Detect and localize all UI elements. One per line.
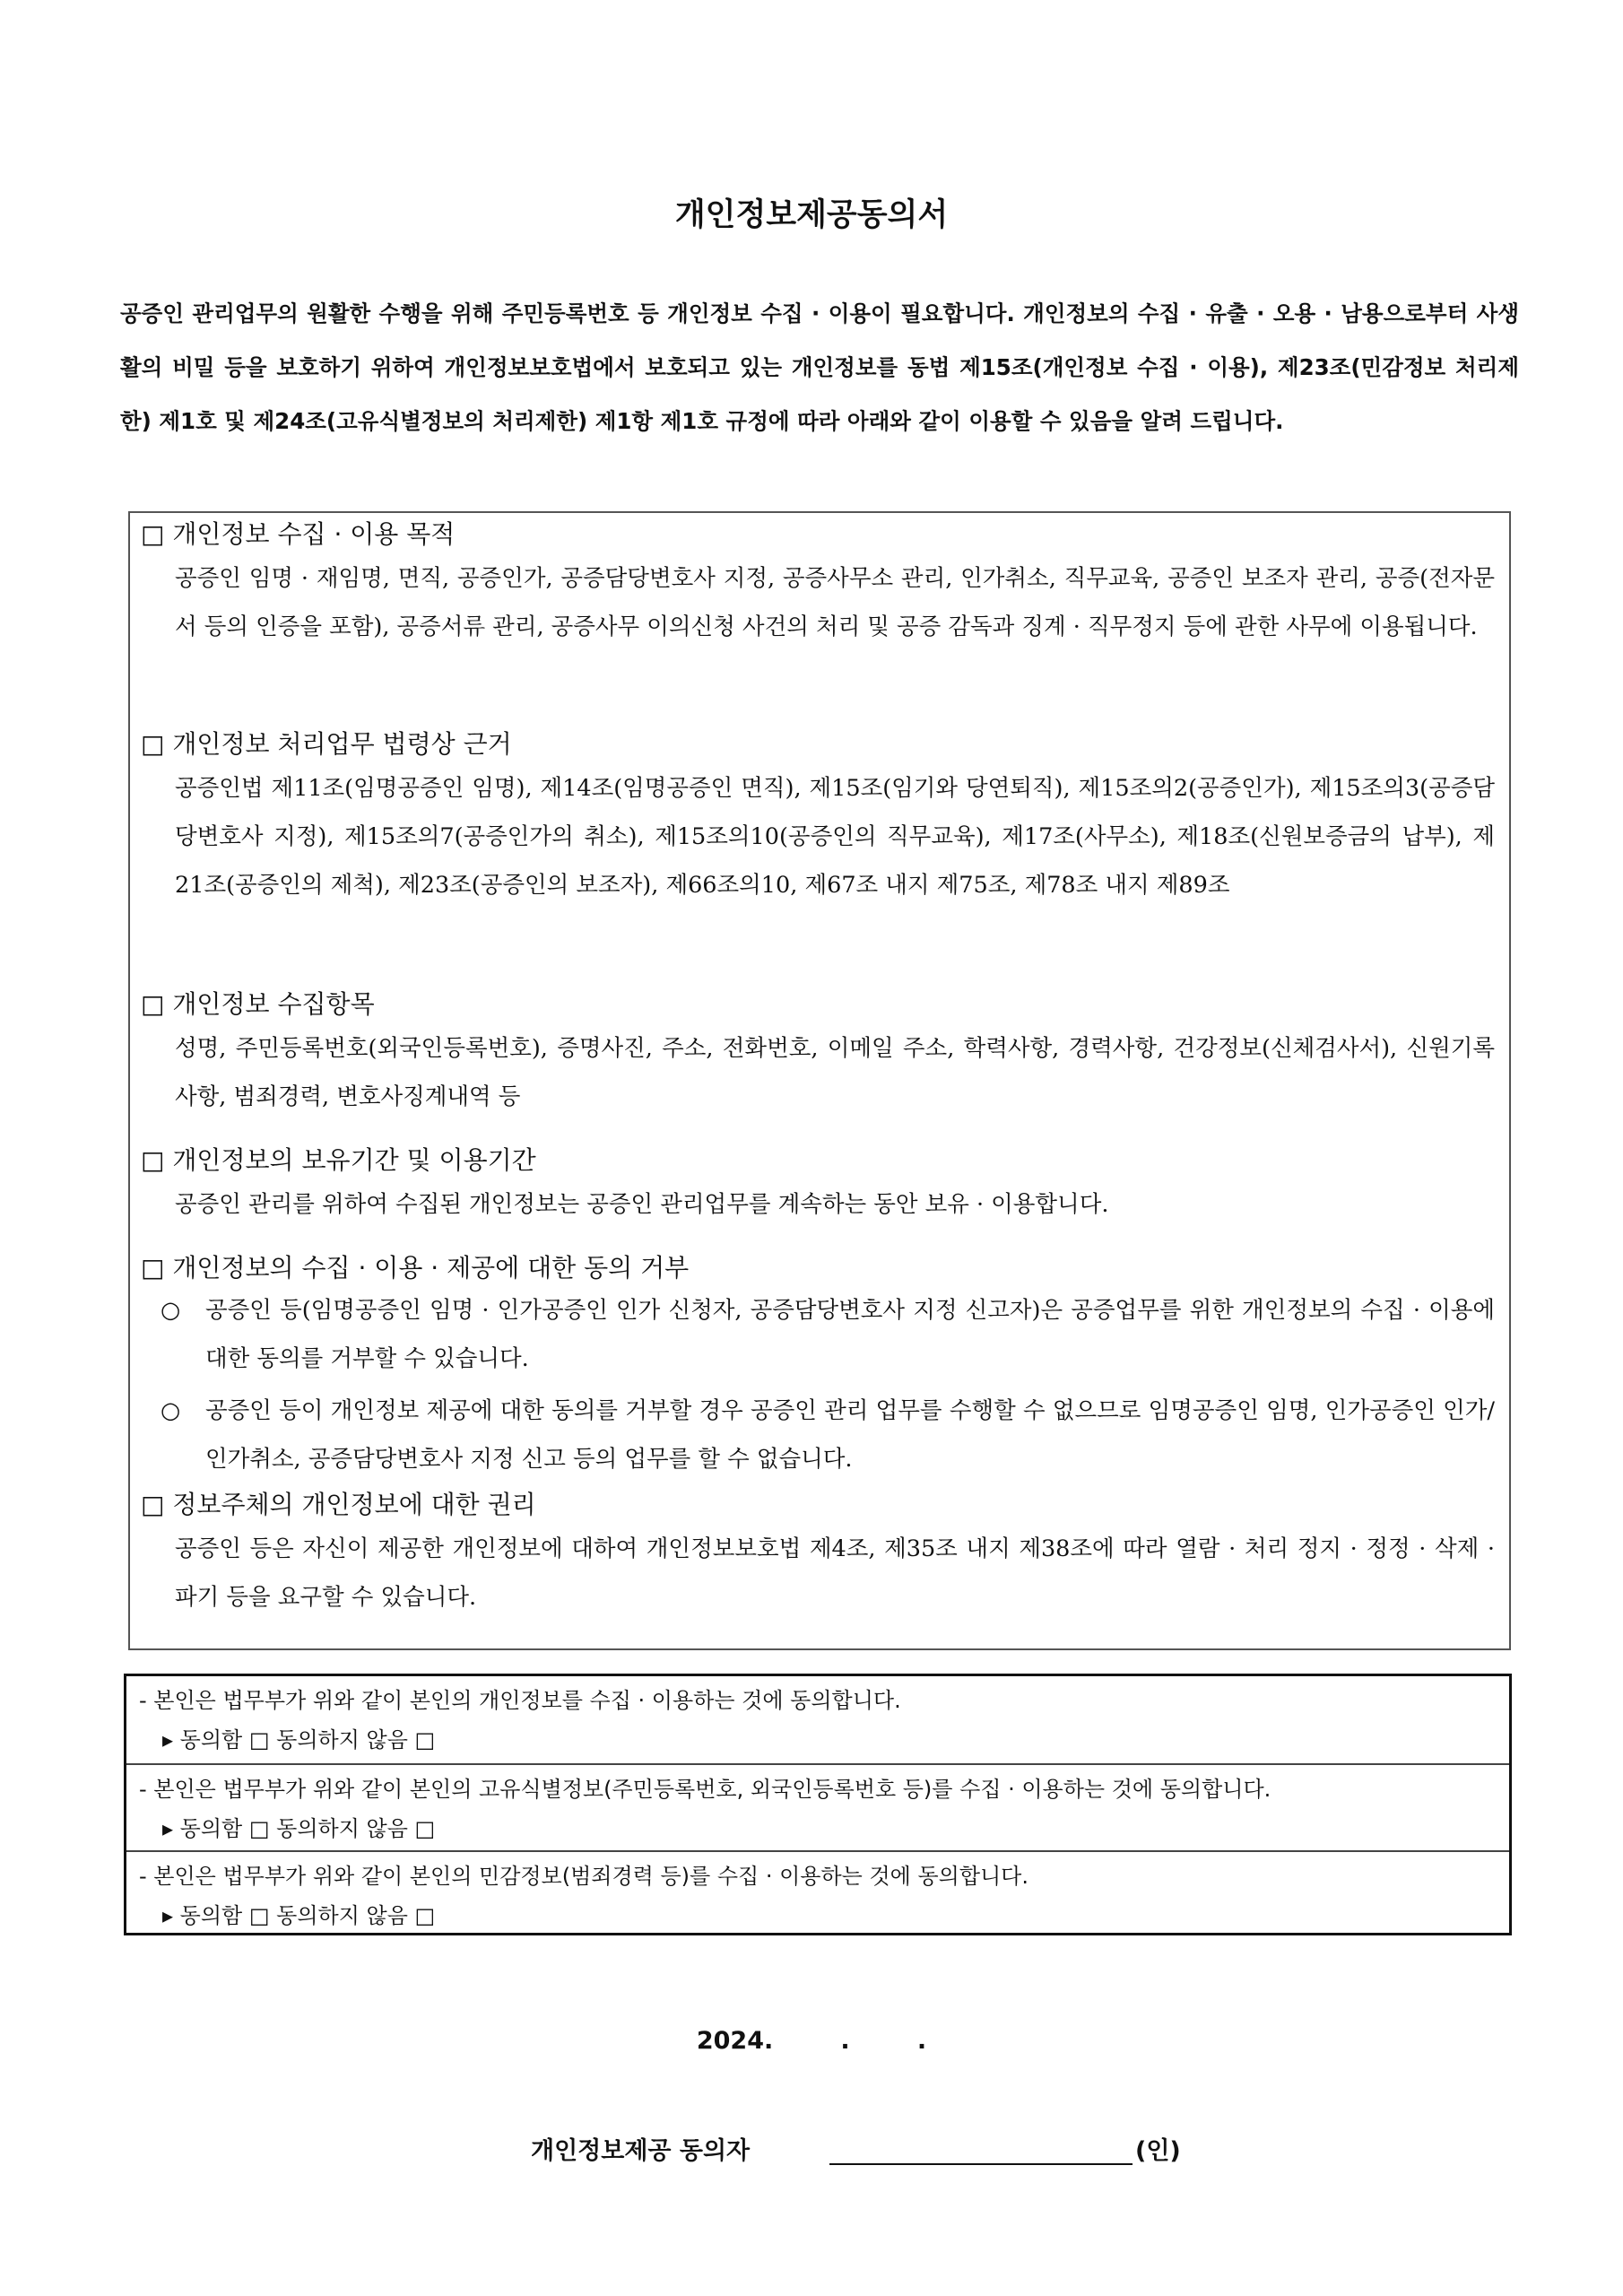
section-body: 공증인 임명 · 재임명, 면직, 공증인가, 공증담당변호사 지정, 공증사무소 관리, 인가취소, 직무교육, 공증인 보조자 관리, 공증(전자문서 등의 인증을 포함), 공증서류 관리, 공증사무 이의신청 사건의 처리 및 공증 감독과 징계 · 직무정지 등에 관한 사무에 이용됩니다. (175, 565, 1495, 640)
consent-options[interactable]: ▸ 동의함 □ 동의하지 않음 □ (162, 1903, 436, 1928)
info-box (128, 511, 1511, 1650)
section-refusal (141, 1250, 1495, 1483)
section-retention (141, 1143, 1495, 1229)
section-heading: □ 개인정보 처리업무 법령상 근거 (141, 729, 512, 759)
section-body: 공증인법 제11조(임명공증인 임명), 제14조(임명공증인 면직), 제15조(임기와 당연퇴직), 제15조의2(공증인가), 제15조의3(공증담당변호사 지정), 제15조의7(공증인가의 취소), 제15조의10(공증인의 직무교육), 제17조(사무소), 제18조(신원보증금의 납부), 제21조(공증인의 제척), 제23조(공증인의 보조자), 제66조의10, 제67조 내지 제75조, 제78조 내지 제89조 (175, 775, 1495, 899)
section-body: 성명, 주민등록번호(외국인등록번호), 증명사진, 주소, 전화번호, 이메일 주소, 학력사항, 경력사항, 건강정보(신체검사서), 신원기록사항, 범죄경력, 변호사징계내역 등 (175, 1035, 1495, 1110)
section-rights (141, 1487, 1495, 1622)
section-heading: □ 개인정보의 보유기간 및 이용기간 (141, 1145, 536, 1175)
consent-row-personal-info (126, 1676, 1509, 1763)
section-heading: □ 개인정보의 수집 · 이용 · 제공에 대한 동의 거부 (141, 1253, 690, 1283)
section-legal-basis (141, 726, 1495, 909)
date-field[interactable]: 2024. . . (696, 2027, 927, 2055)
seal-label: (인) (1135, 2137, 1181, 2165)
consent-text: - 본인은 법무부가 위와 같이 본인의 개인정보를 수집 · 이용하는 것에 동의합니다. (139, 1688, 901, 1713)
consenter-label: 개인정보제공 동의자 (531, 2137, 751, 2165)
bullet-text: 공증인 등(임명공증인 임명 · 인가공증인 인가 신청자, 공증담당변호사 지정 신고자)은 공증업무를 위한 개인정보의 수집 · 이용에 대한 동의를 거부할 수 있습니다. (205, 1297, 1495, 1372)
circle-bullet-icon: ○ (161, 1297, 181, 1324)
section-heading: □ 개인정보 수집 · 이용 목적 (141, 519, 456, 549)
section-purpose (141, 517, 1495, 651)
consent-options[interactable]: ▸ 동의함 □ 동의하지 않음 □ (162, 1727, 436, 1752)
bullet-text: 공증인 등이 개인정보 제공에 대한 동의를 거부할 경우 공증인 관리 업무를 수행할 수 없으므로 임명공증인 임명, 인가공증인 인가/인가취소, 공증담당변호사 지정 신고 등의 업무를 할 수 없습니다. (205, 1397, 1495, 1473)
intro-paragraph: 공증인 관리업무의 원활한 수행을 위해 주민등록번호 등 개인정보 수집 · 이용이 필요합니다. 개인정보의 수집 · 유출 · 오용 · 남용으로부터 사생활의 비밀 등을 보호하기 위하여 개인정보보호법에서 보호되고 있는 개인정보를 동법 제15조(개인정보 수집 · 이용), 제23조(민감정보 처리제한) 제1호 및 제24조(고유식별정보의 처리제한) 제1항 제1호 규정에 따라 아래와 같이 이용할 수 있음을 알려 드립니다. (120, 300, 1519, 434)
section-body: 공증인 관리를 위하여 수집된 개인정보는 공증인 관리업무를 계속하는 동안 보유 · 이용합니다. (175, 1191, 1109, 1218)
consent-row-sensitive-info (126, 1850, 1509, 1937)
signature-line[interactable] (829, 2163, 1133, 2165)
section-heading: □ 정보주체의 개인정보에 대한 권리 (141, 1490, 536, 1519)
consent-box (124, 1674, 1512, 1935)
circle-bullet-icon: ○ (161, 1397, 181, 1424)
refusal-bullet (161, 1387, 1495, 1483)
document-title: 개인정보제공동의서 (674, 197, 949, 233)
consent-options[interactable]: ▸ 동의함 □ 동의하지 않음 □ (162, 1816, 436, 1841)
section-heading: □ 개인정보 수집항목 (141, 989, 375, 1019)
section-body: 공증인 등은 자신이 제공한 개인정보에 대하여 개인정보보호법 제4조, 제35조 내지 제38조에 따라 열람 · 처리 정지 · 정정 · 삭제 · 파기 등을 요구할 수 있습니다. (175, 1535, 1495, 1611)
consent-text: - 본인은 법무부가 위와 같이 본인의 민감정보(범죄경력 등)를 수집 · 이용하는 것에 동의합니다. (139, 1864, 1028, 1889)
consent-text: - 본인은 법무부가 위와 같이 본인의 고유식별정보(주민등록번호, 외국인등록번호 등)를 수집 · 이용하는 것에 동의합니다. (139, 1777, 1271, 1802)
consent-row-unique-id (126, 1763, 1509, 1850)
section-items (141, 987, 1495, 1121)
refusal-bullet (161, 1286, 1495, 1383)
